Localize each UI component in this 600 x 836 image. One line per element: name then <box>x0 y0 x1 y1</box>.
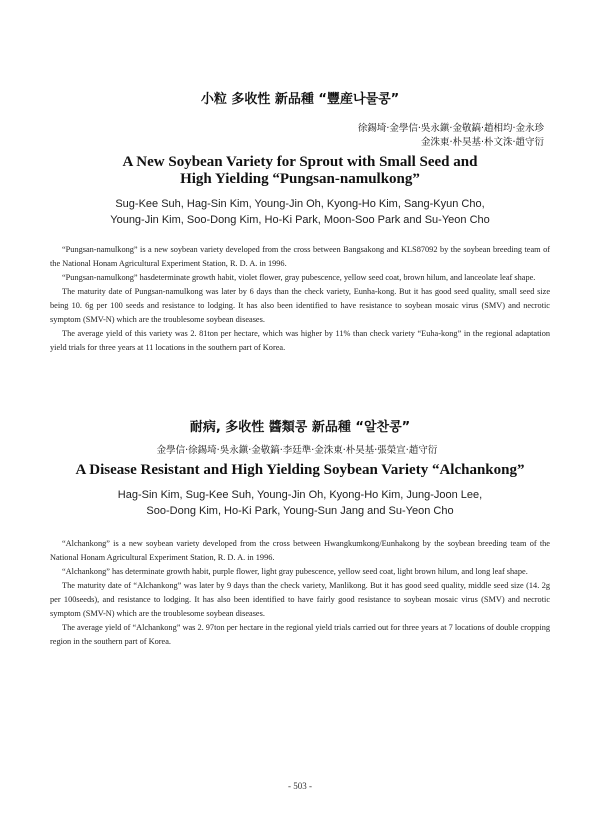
abstract-paragraph: “Alchankong” is a new soybean variety developed from the cross between Hwangkumkong/Eunhakong by the soybean breeding team of the National Honam Agricultural Experiment Station, R. D. A. in 1996. <box>50 539 550 562</box>
abstract-paragraph: The maturity date of “Alchankong” was later by 9 days than the check variety, Manlikong. But it has good seed quality, middle seed size (14. 2g per 100seeds), and resistance to lodging. It has also been identified to have fairly good resistance to soybean mosaic virus (SMV) and necrotic symptom (SMV-N) which are the troublesome soybean diseases. <box>50 581 550 618</box>
english-title-line: A Disease Resistant and High Yielding Soybean Variety “Alchankong” <box>75 462 525 478</box>
english-title <box>50 462 550 479</box>
english-authors-line: Young-Jin Kim, Soo-Dong Kim, Ho-Ki Park, Moon-Soo Park and Su-Yeon Cho <box>110 214 490 226</box>
korean-title: 小粒 多收性 新品種 “豐産나물콩” <box>200 92 400 107</box>
korean-authors <box>50 444 550 458</box>
abstract-paragraph: The maturity date of Pungsan-namulkong was later by 6 days than the check variety, Eunha-kong. But it has good seed quality, small seed size being 10. 6g per 100 seeds and resistance to lodging. It has also been identified to have resistance to soybean mosaic virus (SMV) and necrotic symptom (SMV-N) which are the troublesome soybean diseases. <box>50 287 550 324</box>
abstract-paragraph: “Pungsan-namulkong” hasdeterminate growth habit, violet flower, gray pubescence, yellow seed coat, brown hilum, and lanceolate leaf shape. <box>62 273 536 282</box>
english-authors <box>50 487 550 519</box>
english-authors <box>50 196 550 228</box>
korean-authors-line: 徐錫埼·金學信·吳永鎭·金敬鎬·趙相均·金永珍 <box>357 123 544 134</box>
english-title-line: A New Soybean Variety for Sprout with Small Seed and <box>122 154 478 170</box>
english-title-line: High Yielding “Pungsan-namulkong” <box>180 171 420 187</box>
article-alchankong <box>50 419 550 649</box>
english-authors-line: Hag-Sin Kim, Sug-Kee Suh, Young-Jin Oh, Kyong-Ho Kim, Jung-Joon Lee, <box>117 489 483 501</box>
korean-title: 耐病, 多收性 醬類콩 新品種 “알찬콩” <box>189 420 411 435</box>
article-pungsan-namulkong <box>50 91 550 355</box>
english-authors-line: Soo-Dong Kim, Ho-Ki Park, Young-Sun Jang and Su-Yeon Cho <box>146 505 454 517</box>
abstract-paragraph: “Alchankong” has determinate growth habit, purple flower, light gray pubescence, yellow seed coat, light brown hilum, and long leaf shape. <box>62 567 528 576</box>
english-title <box>50 154 550 188</box>
abstract-paragraph: “Pungsan-namulkong” is a new soybean variety developed from the cross between Bangsakong and KLS87092 by the soybean breeding team of the National Honam Agricultural Experiment Station, R. D. A. in 1996. <box>50 245 550 268</box>
abstract <box>50 243 550 355</box>
korean-authors <box>50 122 550 150</box>
korean-authors-line: 金學信·徐錫埼·吳永鎭·金敬鎬·李廷準·金洙東·朴昊基·張榮宣·趙守衍 <box>156 445 438 456</box>
abstract-paragraph: The average yield of “Alchankong” was 2. 97ton per hectare in the regional yield trials carried out for three years at 7 locations of double cropping region in the southern part of Korea. <box>50 623 550 646</box>
abstract <box>50 537 550 649</box>
korean-authors-line: 金洙東·朴昊基·朴文洙·趙守衍 <box>420 137 544 148</box>
english-authors-line: Sug-Kee Suh, Hag-Sin Kim, Young-Jin Oh, Kyong-Ho Kim, Sang-Kyun Cho, <box>115 198 485 210</box>
abstract-paragraph: The average yield of this variety was 2. 81ton per hectare, which was higher by 11% than check variety “Euha-kong” in the regional adaptation yield trials for three years at 11 locations in the southern part of Korea. <box>50 329 550 352</box>
page-number: - 503 - <box>288 781 312 791</box>
